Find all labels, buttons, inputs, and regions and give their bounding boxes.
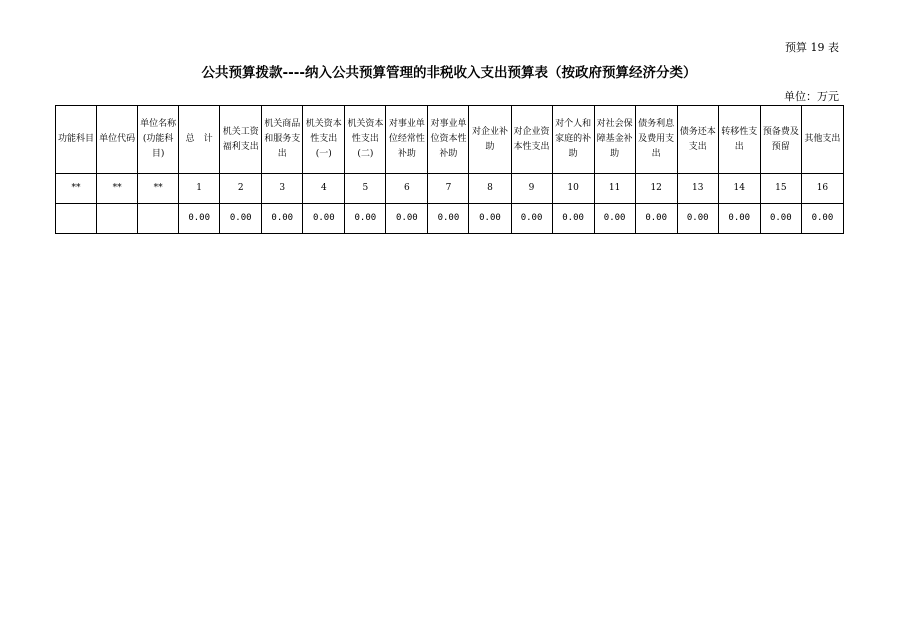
column-index-cell: ** bbox=[138, 174, 179, 204]
column-index-cell: ** bbox=[56, 174, 97, 204]
table-number: 预算 19 表 bbox=[785, 41, 839, 54]
value-cell: 0.00 bbox=[262, 204, 303, 234]
column-header-label: 债务利息及费用支出 bbox=[638, 119, 675, 159]
value-cell: 0.00 bbox=[345, 204, 386, 234]
column-header bbox=[469, 106, 511, 174]
value-cell: 0.00 bbox=[179, 204, 220, 234]
column-index-cell: 15 bbox=[760, 174, 801, 204]
column-index-cell: 7 bbox=[428, 174, 469, 204]
column-header bbox=[760, 106, 801, 174]
value-cell: 0.00 bbox=[386, 204, 428, 234]
column-header-label: 机关资本性支出(一) bbox=[305, 119, 342, 159]
column-header-label: 对事业单位资本性补助 bbox=[430, 119, 467, 159]
column-index-cell: 12 bbox=[635, 174, 677, 204]
column-header-label: 对企业补助 bbox=[471, 126, 508, 152]
value-cell: 0.00 bbox=[469, 204, 511, 234]
column-header bbox=[635, 106, 677, 174]
column-header-label: 机关商品和服务支出 bbox=[264, 119, 301, 159]
column-header-label: 机关资本性支出(二) bbox=[347, 119, 384, 159]
header-row bbox=[56, 106, 844, 174]
value-cell: 0.00 bbox=[801, 204, 843, 234]
value-cell: 0.00 bbox=[635, 204, 677, 234]
column-index-cell: 13 bbox=[677, 174, 718, 204]
document-title: 公共预算拨款----纳入公共预算管理的非税收入支出预算表（按政府预算经济分类） bbox=[201, 65, 697, 81]
column-header bbox=[801, 106, 843, 174]
column-header bbox=[179, 106, 220, 174]
value-cell: 0.00 bbox=[760, 204, 801, 234]
value-cell: 0.00 bbox=[677, 204, 718, 234]
value-cell: 0.00 bbox=[220, 204, 262, 234]
column-header bbox=[594, 106, 635, 174]
column-index-cell: 9 bbox=[511, 174, 552, 204]
value-cell: 0.00 bbox=[552, 204, 594, 234]
column-index-cell: 1 bbox=[179, 174, 220, 204]
column-header-label: 单位名称(功能科目) bbox=[140, 119, 177, 159]
column-index-cell: 10 bbox=[552, 174, 594, 204]
value-cell: 0.00 bbox=[718, 204, 760, 234]
column-header-label: 债务还本支出 bbox=[679, 126, 716, 152]
column-header bbox=[677, 106, 718, 174]
value-cell bbox=[56, 204, 97, 234]
column-index-cell: 6 bbox=[386, 174, 428, 204]
column-header bbox=[56, 106, 97, 174]
unit-label: 单位：万元 bbox=[784, 90, 839, 103]
column-header-label: 对社会保障基金补助 bbox=[596, 119, 633, 159]
column-header-label: 总 计 bbox=[185, 134, 213, 144]
column-index-cell: 3 bbox=[262, 174, 303, 204]
value-cell: 0.00 bbox=[303, 204, 345, 234]
column-header bbox=[138, 106, 179, 174]
value-cell bbox=[138, 204, 179, 234]
column-index-cell: 4 bbox=[303, 174, 345, 204]
column-header-label: 对事业单位经常性补助 bbox=[388, 119, 425, 159]
column-header bbox=[511, 106, 552, 174]
column-index-cell: 5 bbox=[345, 174, 386, 204]
column-index-cell: 16 bbox=[801, 174, 843, 204]
column-header bbox=[552, 106, 594, 174]
value-row bbox=[56, 204, 844, 234]
column-header bbox=[718, 106, 760, 174]
budget-table bbox=[55, 105, 844, 234]
column-index-cell: 11 bbox=[594, 174, 635, 204]
index-row bbox=[56, 174, 844, 204]
column-header bbox=[428, 106, 469, 174]
column-header-label: 预备费及预留 bbox=[762, 126, 799, 152]
column-header-label: 功能科目 bbox=[58, 134, 95, 144]
column-header bbox=[262, 106, 303, 174]
column-header bbox=[386, 106, 428, 174]
column-header-label: 转移性支出 bbox=[721, 126, 758, 152]
column-header-label: 单位代码 bbox=[99, 134, 136, 144]
column-index-cell: 14 bbox=[718, 174, 760, 204]
column-header bbox=[97, 106, 138, 174]
column-header bbox=[345, 106, 386, 174]
column-index-cell: 2 bbox=[220, 174, 262, 204]
column-header bbox=[220, 106, 262, 174]
value-cell bbox=[97, 204, 138, 234]
value-cell: 0.00 bbox=[594, 204, 635, 234]
column-header-label: 其他支出 bbox=[804, 134, 841, 144]
value-cell: 0.00 bbox=[511, 204, 552, 234]
column-index-cell: 8 bbox=[469, 174, 511, 204]
value-cell: 0.00 bbox=[428, 204, 469, 234]
column-header-label: 对企业资本性支出 bbox=[513, 126, 550, 152]
column-header-label: 对个人和家庭的补助 bbox=[555, 119, 592, 159]
column-index-cell: ** bbox=[97, 174, 138, 204]
column-header bbox=[303, 106, 345, 174]
column-header-label: 机关工资福利支出 bbox=[222, 126, 259, 152]
